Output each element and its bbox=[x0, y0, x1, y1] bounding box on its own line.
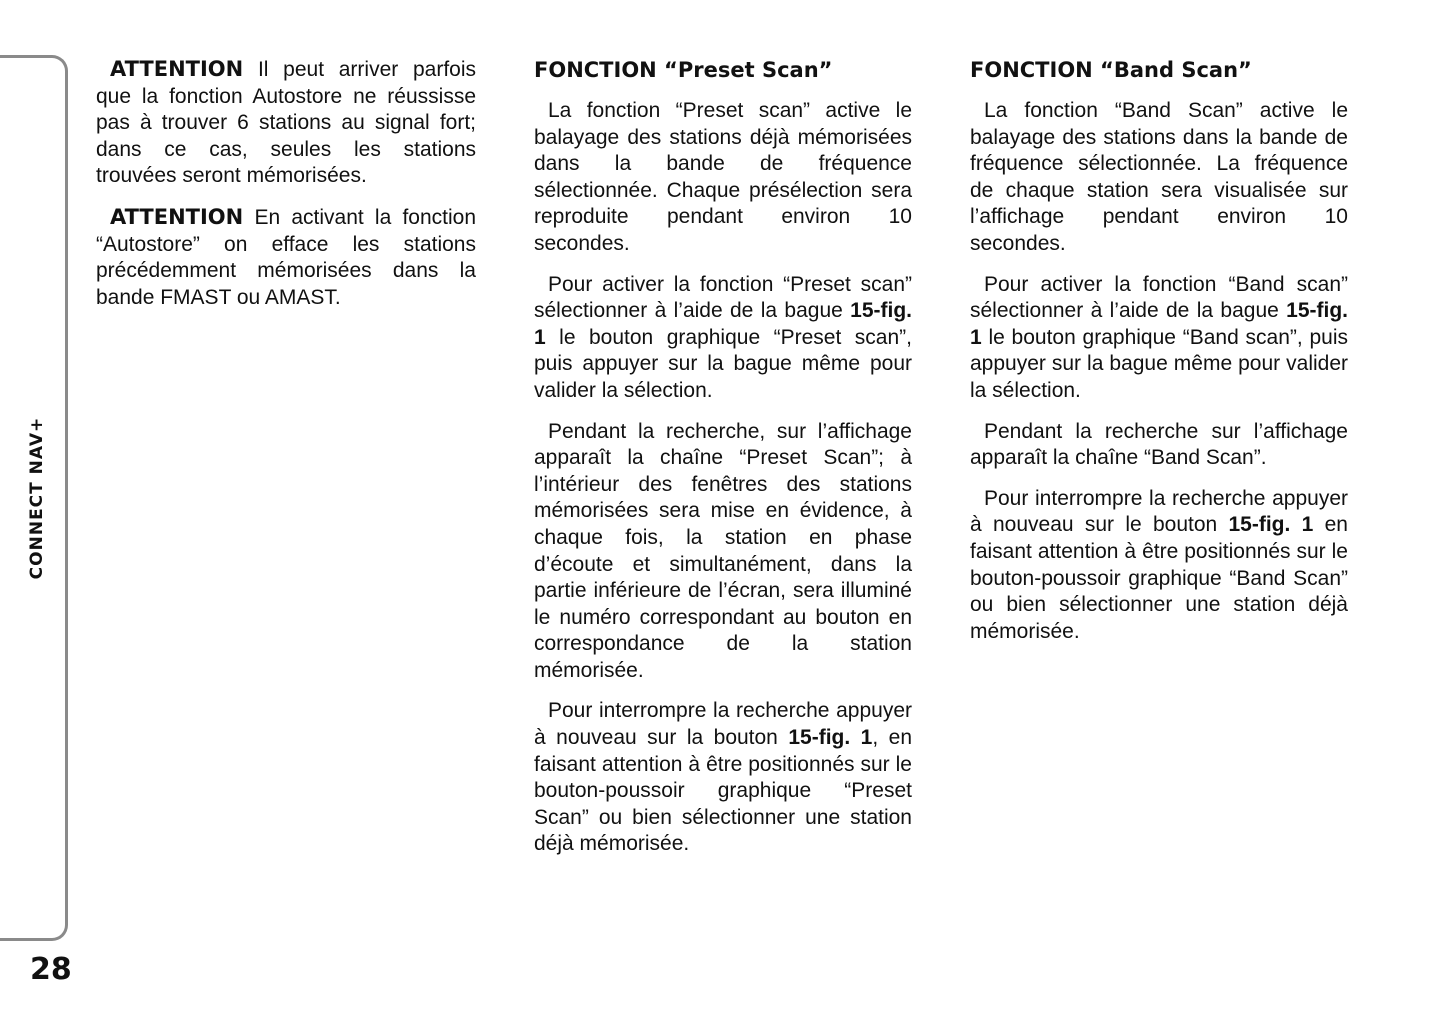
band-scan-heading: FONCTION “Band Scan” bbox=[970, 58, 1252, 82]
column-2 bbox=[534, 56, 912, 872]
page-number: 28 bbox=[30, 952, 72, 987]
figure-reference: 15-fig. 1 bbox=[970, 299, 1348, 349]
attention-note-1 bbox=[96, 56, 476, 190]
text-run: , en faisant attention à être positionnés sur le bouton-poussoir graphique “Preset Scan” ou bien sélectionner une station déjà mémorisée. bbox=[534, 726, 913, 856]
paragraph: La fonction “Band Scan” active le balayage des stations dans la bande de fréquence sélectionnée. La fréquence de chaque station sera visualisée sur l’affichage pendant environ 10 secondes. bbox=[970, 99, 1348, 255]
figure-reference: 15-fig. 1 bbox=[1228, 513, 1314, 537]
text-run: le bouton graphique “Preset scan”, puis appuyer sur la bague même pour valider la sélection. bbox=[534, 325, 912, 402]
paragraph: Pendant la recherche sur l’affichage apparaît la chaîne “Band Scan”. bbox=[970, 419, 1348, 470]
section-label: CONNECT NAV+ bbox=[27, 416, 47, 580]
paragraph bbox=[970, 272, 1348, 405]
column-1 bbox=[96, 56, 476, 325]
attention-label: ATTENTION bbox=[110, 204, 244, 229]
figure-reference: 15-fig. 1 bbox=[534, 299, 912, 349]
attention-note-2 bbox=[96, 204, 476, 311]
text-run: Pour activer la fonction “Preset scan” sélectionner à l’aide de la bague bbox=[534, 272, 912, 323]
text-run: Pour interrompre la recherche appuyer à nouveau sur la bouton bbox=[534, 699, 912, 750]
text-run: Pour activer la fonction “Band scan” sélectionner à l’aide de la bague bbox=[970, 272, 1348, 323]
text-run: le bouton graphique “Band scan”, puis appuyer sur la bague même pour valider la sélection. bbox=[970, 325, 1348, 402]
text-run: Pour interrompre la recherche appuyer à nouveau sur le bouton bbox=[970, 486, 1348, 537]
text-run: en faisant attention à être positionnés sur le bouton-poussoir graphique “Band Scan” ou bien sélectionner une station déjà mémorisée. bbox=[970, 513, 1348, 643]
attention-label: ATTENTION bbox=[110, 57, 244, 81]
preset-scan-heading: FONCTION “Preset Scan” bbox=[534, 58, 833, 82]
paragraph bbox=[970, 486, 1348, 646]
figure-reference: 15-fig. 1 bbox=[788, 726, 873, 750]
paragraph: La fonction “Preset scan” active le balayage des stations déjà mémorisées dans la bande de fréquence sélectionnée. Chaque présélection sera reproduite pendant environ 10 secondes. bbox=[534, 99, 912, 255]
attention-text: Il peut arriver parfois que la fonction Autostore ne réussisse pas à trouver 6 stations au signal fort; dans ce cas, seules les stations trouvées seront mémorisées. bbox=[96, 58, 476, 188]
paragraph bbox=[534, 698, 912, 858]
paragraph bbox=[534, 272, 912, 405]
column-3 bbox=[970, 56, 1348, 659]
attention-text: En activant la fonction “Autostore” on efface les stations précédemment mémorisées dans la bande FMAST ou AMAST. bbox=[96, 205, 476, 309]
paragraph: Pendant la recherche, sur l’affichage apparaît la chaîne “Preset Scan”; à l’intérieur des fenêtres des stations mémorisées sera mise en évidence, à chaque fois, la station en phase d’écoute et simultanément, dans la partie inférieure de l’écran, sera illuminé le numéro correspondant au bouton en correspondance de la station mémorisée. bbox=[534, 419, 912, 682]
